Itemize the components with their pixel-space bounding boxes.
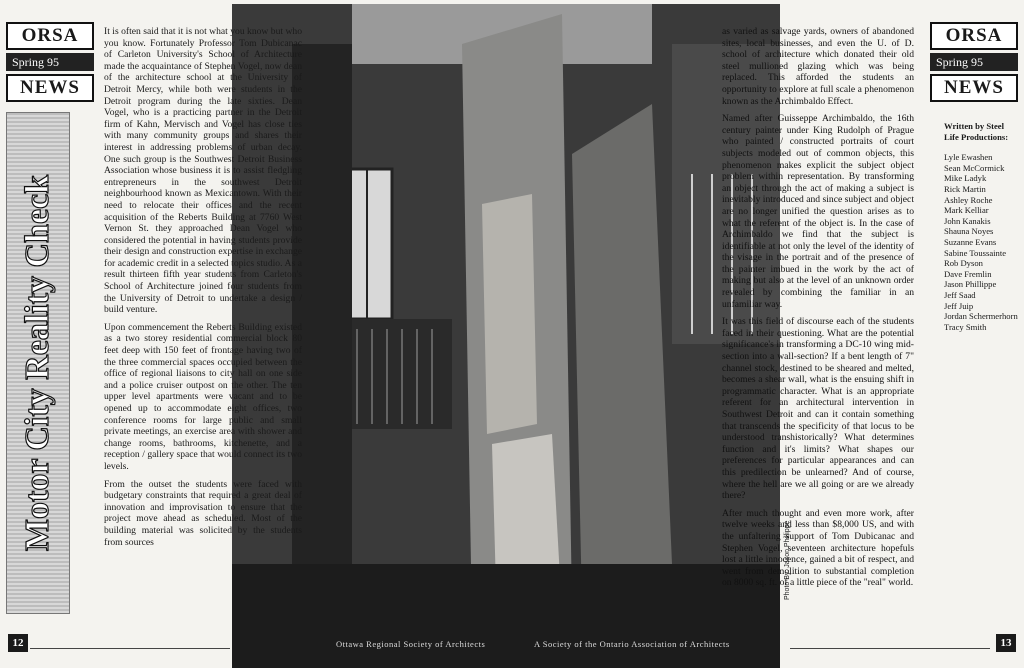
article-column-1	[104, 26, 302, 554]
photo-illustration	[232, 4, 780, 668]
credit-name: John Kanakis	[944, 215, 991, 226]
paragraph: It is often said that it is not what you know but who you know. Fortunately Professor Tom Dubicanac of Carleton University's School of Architecture made the acquaintance of Stephen Vogel, now dean of the architecture school at the University of Detroit Mercy, while both were students in the Detroit program during the late sixties. Dean Vogel, who is a practicing partner in the Detroit firm of Kahn, Mervisch and Vogel has close ties with many community groups and shares their interest in addressing problems of urban decay. One such group is the Southwest Detroit Business Association whose business it is to assist fledgling entrepreneurs in the southwest Detroit neighbourhood known as Mexicantown. With their need to relocate their offices and the recent acquisition of the Reberts Building at 7760 West Vernon St. they approached Dean Vogel who considered the potential in having students provide their design and construction expertise in exchange for academic credit in a selected topics studio. As a result thirteen fifth year students from Carleton's School of Architecture joined four students from the University of Detroit to undertake a design / build venture.	[104, 26, 302, 316]
credit-name: Rob Dyson	[944, 258, 983, 269]
credit-name: Jeff Saad	[944, 289, 976, 300]
page-number-left: 12	[8, 634, 28, 652]
masthead-right	[930, 22, 1018, 102]
masthead-org-right: ORSA	[930, 22, 1018, 50]
credit-name: Ashley Roche	[944, 194, 993, 205]
credit-name: Jason Phillippe	[944, 279, 997, 290]
masthead-season: Spring 95	[6, 53, 94, 71]
paragraph: After much thought and even more work, after twelve weeks and less than $8,000 US, and with the unfaltering support of Tom Dubicanac and Stephen Vogel, seventeen architecture hopefuls lost a little innocence, gained a bit of respect, and went from demolition to substantial completion on 8000 sq. ft. of a little piece of the "real" world.	[722, 507, 914, 589]
masthead-season-right: Spring 95	[930, 53, 1018, 71]
paragraph: It was this field of discourse each of the students faced in their questioning. What are the potential significance's in transforming a DC-10 wing mid-section into a wall-section? If a bent length of 7" channel stock, destined to be sheared and melted, becomes a shear wall, what is the ensuing shift in programmatic character. What is an appropriate referent for an architectural intervention in Southwest Detroit and can it contain something that transcends the specificity of that locus to be understood transhistorically? What determines function and it's limits? What shapes our preferences for particular appearances and can this predilection be unlearned? And of course, where the hell are we all going or are we already there?	[722, 316, 914, 502]
credit-name: Sean McCormick	[944, 162, 1005, 173]
masthead-org: ORSA	[6, 22, 94, 50]
credit-name: Shauna Noyes	[944, 226, 994, 237]
credit-name: Jeff Juip	[944, 300, 974, 311]
credit-name: Sabine Toussainte	[944, 247, 1007, 258]
credit-name: Dave Fremlin	[944, 268, 992, 279]
credit-name: Lyle Ewashen	[944, 152, 993, 163]
footer-right: A Society of the Ontario Association of Architects	[534, 639, 730, 649]
masthead-news-right: NEWS	[930, 74, 1018, 102]
building-interior-photo	[232, 4, 780, 668]
footer-rule-right	[790, 648, 990, 649]
photo-credit: Photo By: Jason Phillippe	[784, 520, 791, 600]
masthead-left	[6, 22, 94, 102]
credits-list	[944, 121, 1020, 332]
article-title-banner	[6, 112, 70, 614]
credit-name: Tracy Smith	[944, 321, 987, 332]
paragraph: From the outset the students were faced with budgetary constraints that required a great deal of innovation and improvisation to ensure that the project move ahead as scheduled. Most of the building material was solicited by the students from sources	[104, 478, 302, 548]
credits-heading: Written by Steel Life Productions:	[944, 121, 1009, 142]
article-column-2	[722, 26, 914, 589]
credit-name: Rick Martin	[944, 183, 986, 194]
credit-name: Mike Ladyk	[944, 173, 987, 184]
masthead-news: NEWS	[6, 74, 94, 102]
credit-name: Suzanne Evans	[944, 236, 997, 247]
paragraph: as varied as salvage yards, owners of abandoned sites, local businesses, and even the U. of D. school of architecture which donated their old steel mullioned glazing which was being replaced. This afforded the students an opportunity to explore at full scale a phenomenon known as the Archimbaldo Effect.	[722, 26, 914, 107]
credit-name: Jordan Schermerhorn	[944, 311, 1018, 322]
article-title: Motor City Reality Check	[19, 174, 56, 552]
footer-left: Ottawa Regional Society of Architects	[336, 639, 486, 649]
paragraph: Upon commencement the Reberts Building existed as a two storey residential commercial block 80 feet deep with 150 feet of frontage having two of the three commercial spaces occupied between the office of regional liaisons to city hall on one side and a police cruiser outpost on the other. The ten upper level apartments were vacant and to be opened up to accommodate eight offices, two conference rooms for large public and small private meetings, an exercise area with shower and change rooms, bathrooms, kitchenette, and a reception / gallery space that would connect its two levels.	[104, 321, 302, 472]
footer-rule-left	[30, 648, 230, 649]
page-number-right: 13	[996, 634, 1016, 652]
paragraph: Named after Guisseppe Archimbaldo, the 16th century painter under King Rudolph of Prague who painted / constructed portraits of court subjects modeled out of common objects, this phenomenon makes explicit the subject object problem within representation. By transforming an object through the act of making a subject is inevitably introduced and since subject and object are no longer unified the question arises as to what the referent of the object is. In the case of Archimbaldo we find that the subject is identifiable at not only the level of the identity of the visage in the portrait and of the presence of the painter imbued in the work by the act of making but also at the level of an unknown order revealed by combining the familiar in an unfamiliar way.	[722, 113, 914, 310]
credit-name: Mark Kelliar	[944, 205, 989, 216]
